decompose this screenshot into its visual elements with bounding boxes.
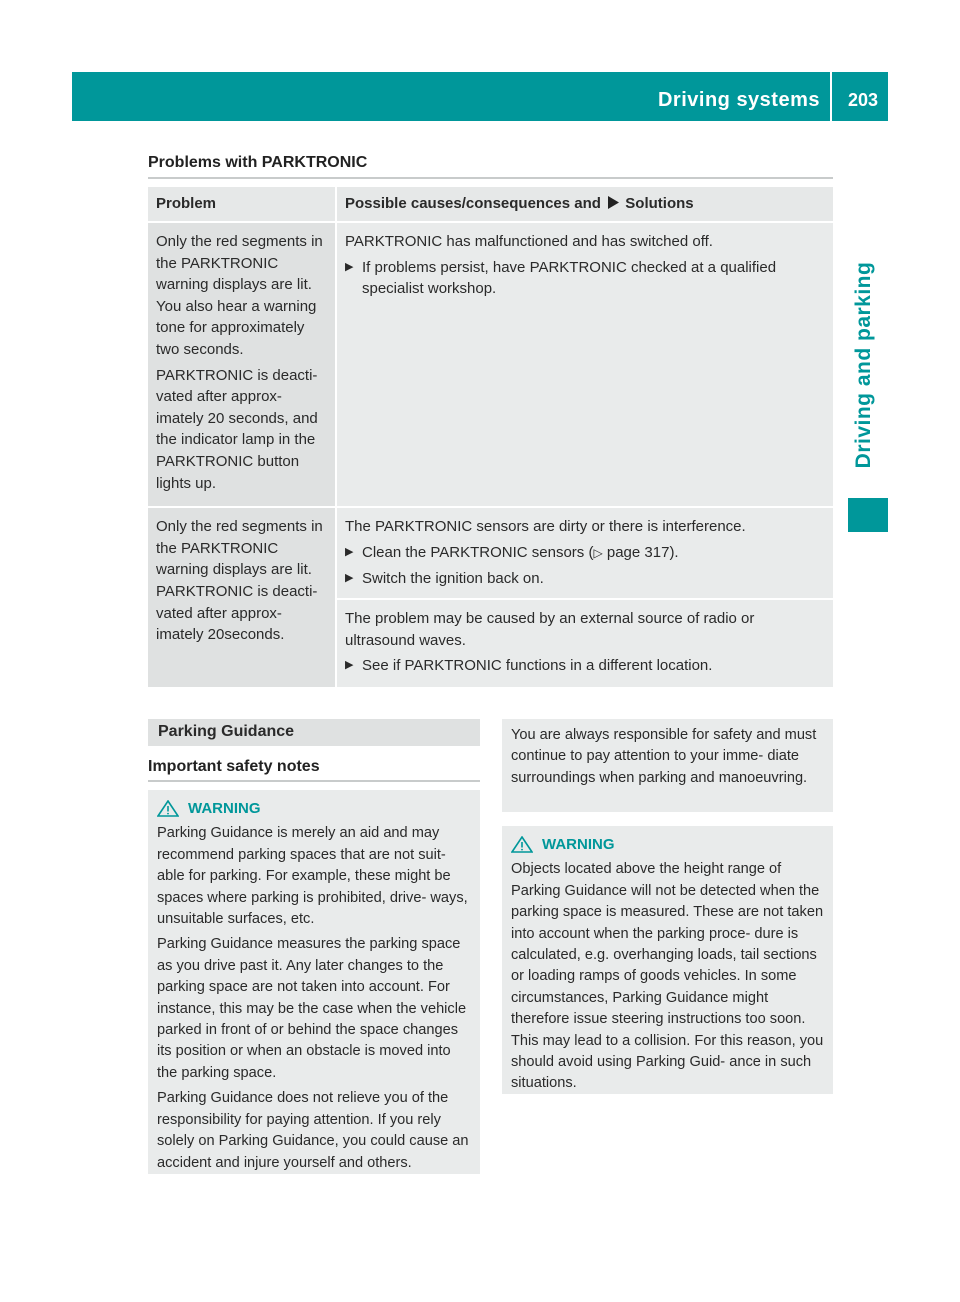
warning-text: Parking Guidance does not relieve you of the responsibility for paying attention. If you rely solely on Parking Guidance, you could cause an accident and injure yourself and others. [157, 1090, 469, 1171]
problem-text: Only the red segments in the PARKTRONIC warning displays are lit. You also hear a warning tone for approximately two seconds. [156, 233, 323, 358]
bullet-text: Switch the ignition back on. [362, 570, 544, 588]
bullet-text: If problems persist, have PARKTRONIC checked at a qualified specialist workshop. [362, 258, 777, 298]
header-bar [72, 72, 888, 121]
parking-guidance-heading [148, 719, 480, 746]
warning-box [148, 790, 480, 1174]
solution-cell [337, 506, 833, 687]
cause-text: The PARKTRONIC sensors are dirty or there is interference. [345, 518, 746, 536]
problem-text: Only the red segments in the PARKTRONIC warning displays are lit. PARKTRONIC is deacti- vated after approx- imately 20seconds. [156, 518, 323, 644]
list-item [345, 542, 825, 565]
safety-notes-title: Important safety notes [148, 758, 320, 775]
column-header-solutions [337, 187, 833, 223]
header-divider [830, 72, 832, 121]
warning-label: WARNING [542, 836, 615, 853]
warning-header [157, 798, 471, 819]
list-item [345, 655, 825, 677]
list-item [345, 257, 825, 300]
note-box [502, 719, 833, 812]
warning-text: Parking Guidance is merely an aid and may recommend parking spaces that are not suit- able for parking. For example, these might be spaces where parking is prohibited, drive- ways, unsuitable surfaces, etc. [157, 825, 468, 928]
cause-text: PARKTRONIC has malfunctioned and has switched off. [345, 233, 713, 250]
side-tab-marker [848, 498, 888, 532]
note-text: You are always responsible for safety and must continue to pay attention to your imme- diate surroundings when parking and manoeuvring. [511, 727, 817, 786]
page-reference-link[interactable]: page 317). [606, 543, 679, 561]
arrow-right-icon: ▶ [345, 572, 354, 585]
arrow-right-icon [607, 196, 619, 209]
column-header-solutions-label: Solutions [625, 195, 694, 213]
table-row [148, 506, 833, 687]
bullet-text: See if PARKTRONIC functions in a different location. [362, 657, 713, 675]
warning-label: WARNING [188, 800, 261, 817]
chapter-title: Driving systems [657, 89, 820, 111]
arrow-right-icon: ▶ [345, 659, 354, 672]
table-header-row [148, 187, 833, 223]
section-rule [148, 780, 480, 782]
page-number: 203 [847, 90, 878, 110]
alternate-cause-block [337, 598, 833, 677]
table-row [148, 223, 833, 506]
problem-cell [148, 506, 337, 687]
column-header-problem: Problem [148, 187, 337, 223]
list-item [345, 568, 825, 590]
problem-cell [148, 223, 337, 506]
arrow-right-icon: ▶ [345, 260, 354, 273]
bullet-text: Clean the PARKTRONIC sensors ( [362, 543, 594, 561]
arrow-right-icon: ▶ [345, 545, 354, 558]
warning-triangle-icon [157, 800, 179, 817]
warning-text: Parking Guidance measures the parking space as you drive past it. Any later changes to the parking space are not taken into account. For instance, this may be the case when the vehicle parked in front of or behind the space changes its position or when an obstacle is moved into the parking space. [157, 936, 467, 1081]
section-title: Problems with PARKTRONIC [148, 154, 368, 171]
warning-text: Objects located above the height range of Parking Guidance will not be detected when the parking space is measured. These are not taken into account when the parking proce- dure is calculated, e.g. overhanging loads, tail sections or loading ramps of goods vehicles. In some circumstances, Parking Guidance might therefore issue steering instructions too soon. This may lead to a collision. For this reason, you should avoid using Parking Guid- ance in such situations. [511, 861, 824, 1092]
side-tab-label: Driving and parking [852, 261, 875, 469]
warning-triangle-icon [511, 836, 533, 853]
problems-table [148, 187, 833, 687]
cause-text: The problem may be caused by an external source of radio or ultrasound waves. [345, 609, 755, 649]
side-tab [846, 252, 882, 478]
page-reference-icon: ▷ [593, 545, 603, 560]
solution-cell [337, 223, 833, 506]
problem-text: PARKTRONIC is deacti- vated after approx- imately 20 seconds, and the indicator lamp in the PARKTRONIC button lights up. [156, 366, 318, 492]
warning-box [502, 826, 833, 1094]
heading-text: Parking Guidance [158, 723, 295, 740]
section-rule [148, 177, 833, 179]
column-header-causes: Possible causes/consequences and [345, 195, 601, 213]
warning-header [511, 834, 824, 855]
